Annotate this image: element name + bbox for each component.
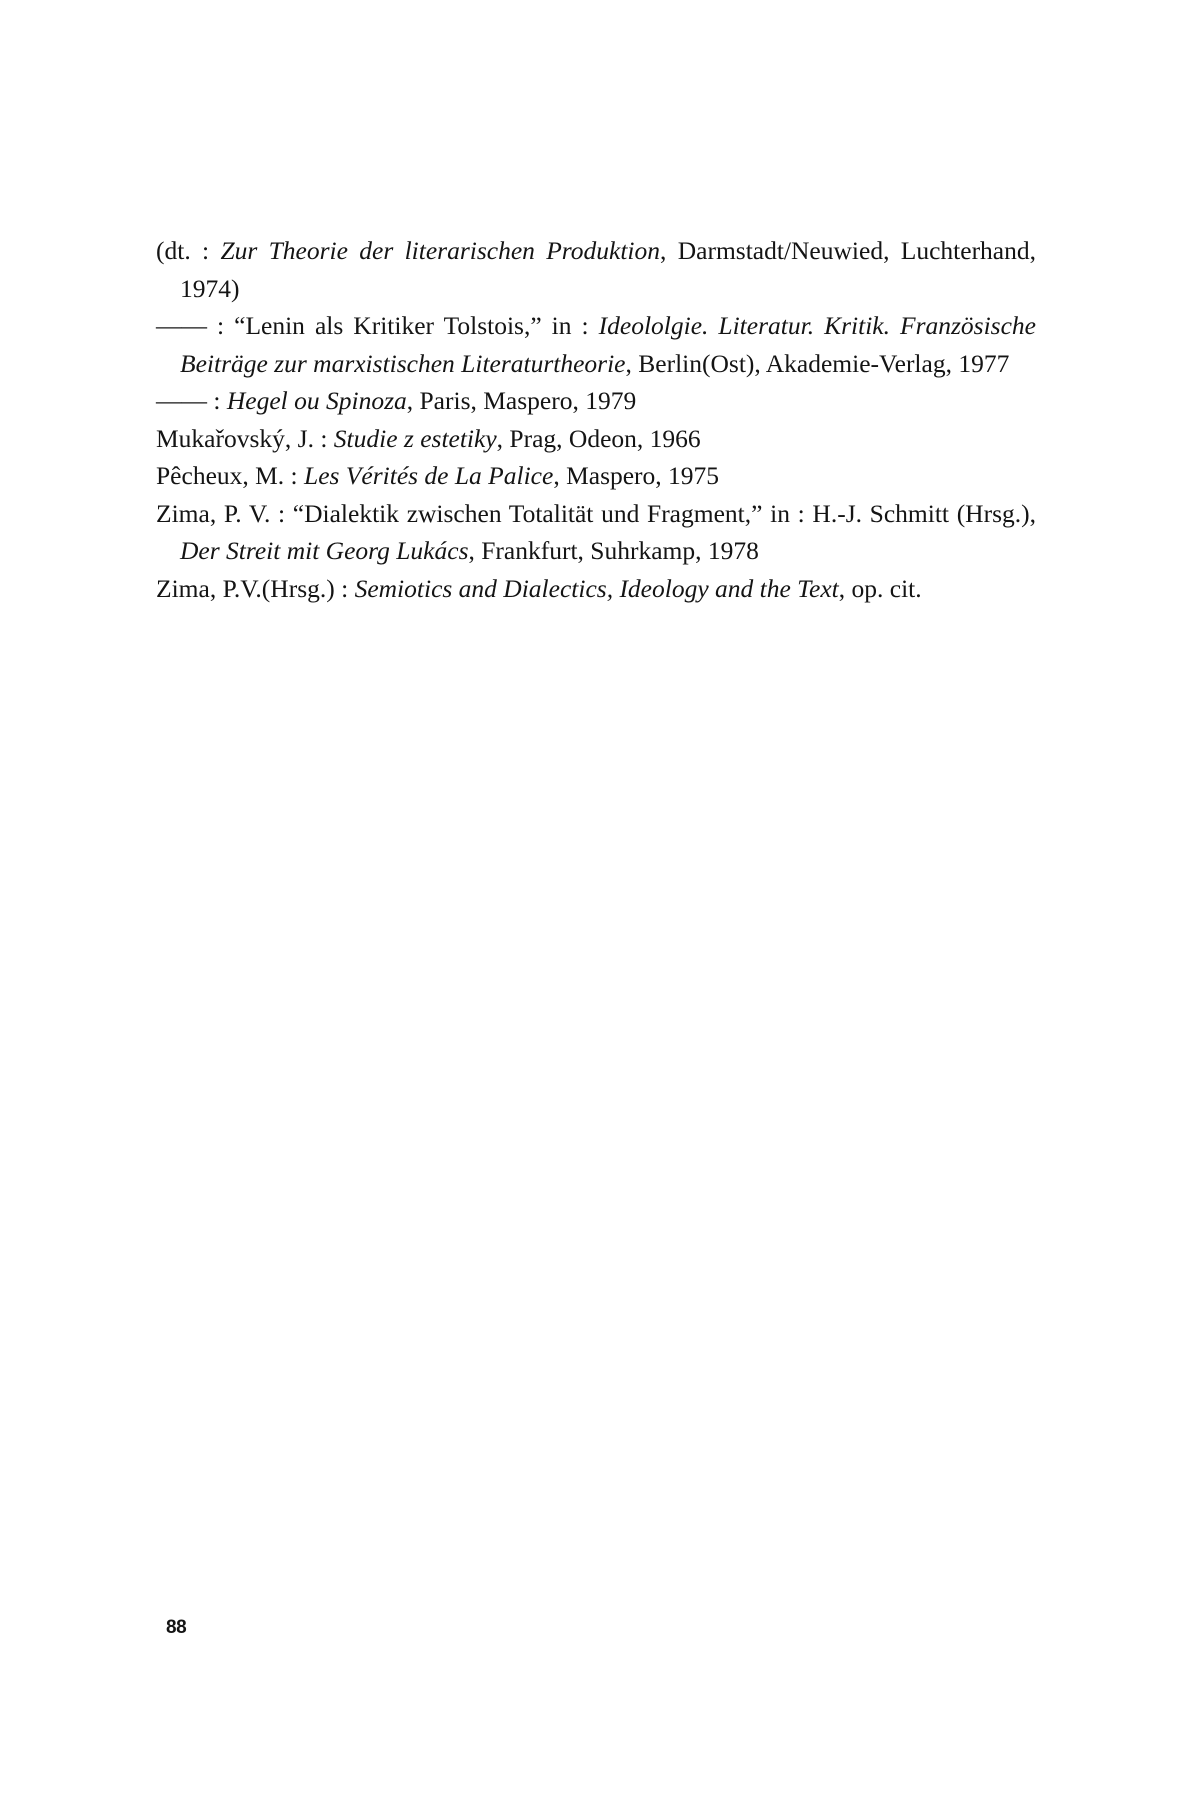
entry-continuation: (dt. : xyxy=(156,236,221,265)
entry-author: —— : xyxy=(156,311,235,340)
bibliography-entry-4 xyxy=(156,420,1036,458)
entry-title: Ideololgie. Literatur. Kritik. Französische Beiträge zur marxistischen Literaturtheorie xyxy=(180,311,1036,378)
entry-publication-details: , Frankfurt, Suhrkamp, 1978 xyxy=(468,536,759,565)
entry-title: Zur Theorie der literarischen Produktion xyxy=(220,236,661,265)
bibliography-entry-2 xyxy=(156,307,1036,382)
bibliography-entry-7 xyxy=(156,570,1036,608)
entry-publication-details: , op. cit. xyxy=(838,573,922,603)
entry-author: Mukařovský, J. : xyxy=(156,423,334,453)
entry-title: Hegel ou Spinoza xyxy=(226,386,407,415)
bibliography-entry-6 xyxy=(156,495,1036,570)
bibliography-list xyxy=(156,232,1036,607)
entry-publication-details: , Prag, Odeon, 1966 xyxy=(496,423,701,453)
entry-author: Zima, P.V.(Hrsg.) : xyxy=(156,573,355,603)
entry-article-title: “Lenin als Kritiker Tolstois,” in : xyxy=(234,311,599,340)
entry-publication-details: , Darmstadt/Neuwied, Luchterhand, 1974) xyxy=(180,236,1036,303)
entry-publication-details: , Berlin(Ost), Akademie-Verlag, 1977 xyxy=(625,348,1010,378)
entry-title: Der Streit mit Georg Lukács xyxy=(180,536,469,565)
entry-author: —— : xyxy=(156,386,227,415)
entry-title: Les Vérités de La Palice xyxy=(304,461,554,490)
bibliography-entry-3 xyxy=(156,382,1036,420)
entry-author: Pêcheux, M. : xyxy=(156,461,305,490)
entry-publication-details: , Paris, Maspero, 1979 xyxy=(406,386,637,415)
entry-title: Studie z estetiky xyxy=(333,423,497,453)
entry-publication-details: , Maspero, 1975 xyxy=(553,461,720,490)
page-number: 88 xyxy=(166,1617,187,1638)
bibliography-entry-1 xyxy=(156,232,1036,307)
entry-title: Semiotics and Dialectics, Ideology and the Text xyxy=(354,573,839,603)
bibliography-entry-5 xyxy=(156,457,1036,495)
entry-author: Zima, P. V. : xyxy=(156,498,293,528)
entry-article-title: “Dialektik zwischen Totalität und Fragment,” in : H.-J. Schmitt (Hrsg.), xyxy=(292,498,1037,528)
